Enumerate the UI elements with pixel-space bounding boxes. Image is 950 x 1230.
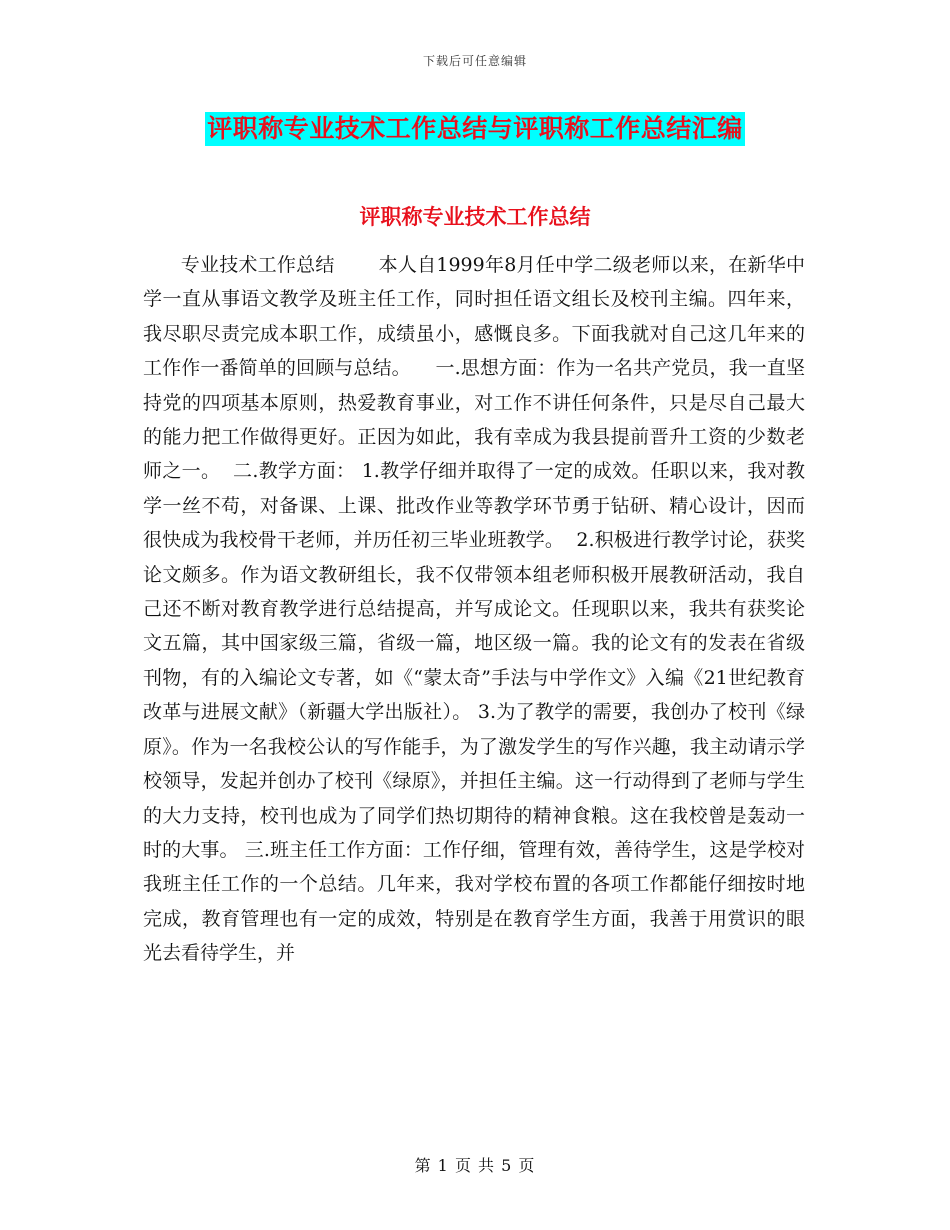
document-title-text: 评职称专业技术工作总结与评职称工作总结汇编 — [205, 112, 745, 146]
section-title: 评职称专业技术工作总结 — [359, 204, 591, 229]
document-title — [0, 112, 950, 146]
body-paragraph: 专业技术工作总结 本人自1999年8月任中学二级老师以来，在新华中学一直从事语文教学及班主任工作，同时担任语文组长及校刊主编。四年来，我尽职尽责完成本职工作，成绩虽小，感慨良多。下面我就对自己这几年来的工作作一番简单的回顾与总结。 一.思想方面：作为一名共产党员，我一直坚持党的四项基本原则，热爱教育事业，对工作不讲任何条件，只是尽自己最大的能力把工作做得更好。正因为如此，我有幸成为我县提前晋升工资的少数老师之一。 二.教学方面： 1.教学仔细并取得了一定的成效。任职以来，我对教学一丝不苟，对备课、上课、批改作业等教学环节勇于钻研、精心设计，因而很快成为我校骨干老师，并历任初三毕业班教学。 2.积极进行教学讨论，获奖论文颇多。作为语文教研组长，我不仅带领本组老师积极开展教研活动，我自己还不断对教育教学进行总结提高，并写成论文。任现职以来，我共有获奖论文五篇，其中国家级三篇，省级一篇，地区级一篇。我的论文有的发表在省级刊物，有的入编论文专著，如《“蒙太奇”手法与中学作文》入编《21世纪教育改革与进展文献》（新疆大学出版社）。 3.为了教学的需要，我创办了校刊《绿原》。作为一名我校公认的写作能手，为了激发学生的写作兴趣，我主动请示学校领导，发起并创办了校刊《绿原》，并担任主编。这一行动得到了老师与学生的大力支持，校刊也成为了同学们热切期待的精神食粮。这在我校曾是轰动一时的大事。 三.班主任工作方面：工作仔细，管理有效，善待学生，这是学校对我班主任工作的一个总结。几年来，我对学校布置的各项工作都能仔细按时地完成，教育管理也有一定的成效，特别是在教育学生方面，我善于用赏识的眼光去看待学生，并 — [143, 254, 805, 965]
page-header-note: 下载后可任意编辑 — [422, 54, 527, 68]
page-number-footer: 第 1 页 共 5 页 — [414, 1156, 536, 1175]
